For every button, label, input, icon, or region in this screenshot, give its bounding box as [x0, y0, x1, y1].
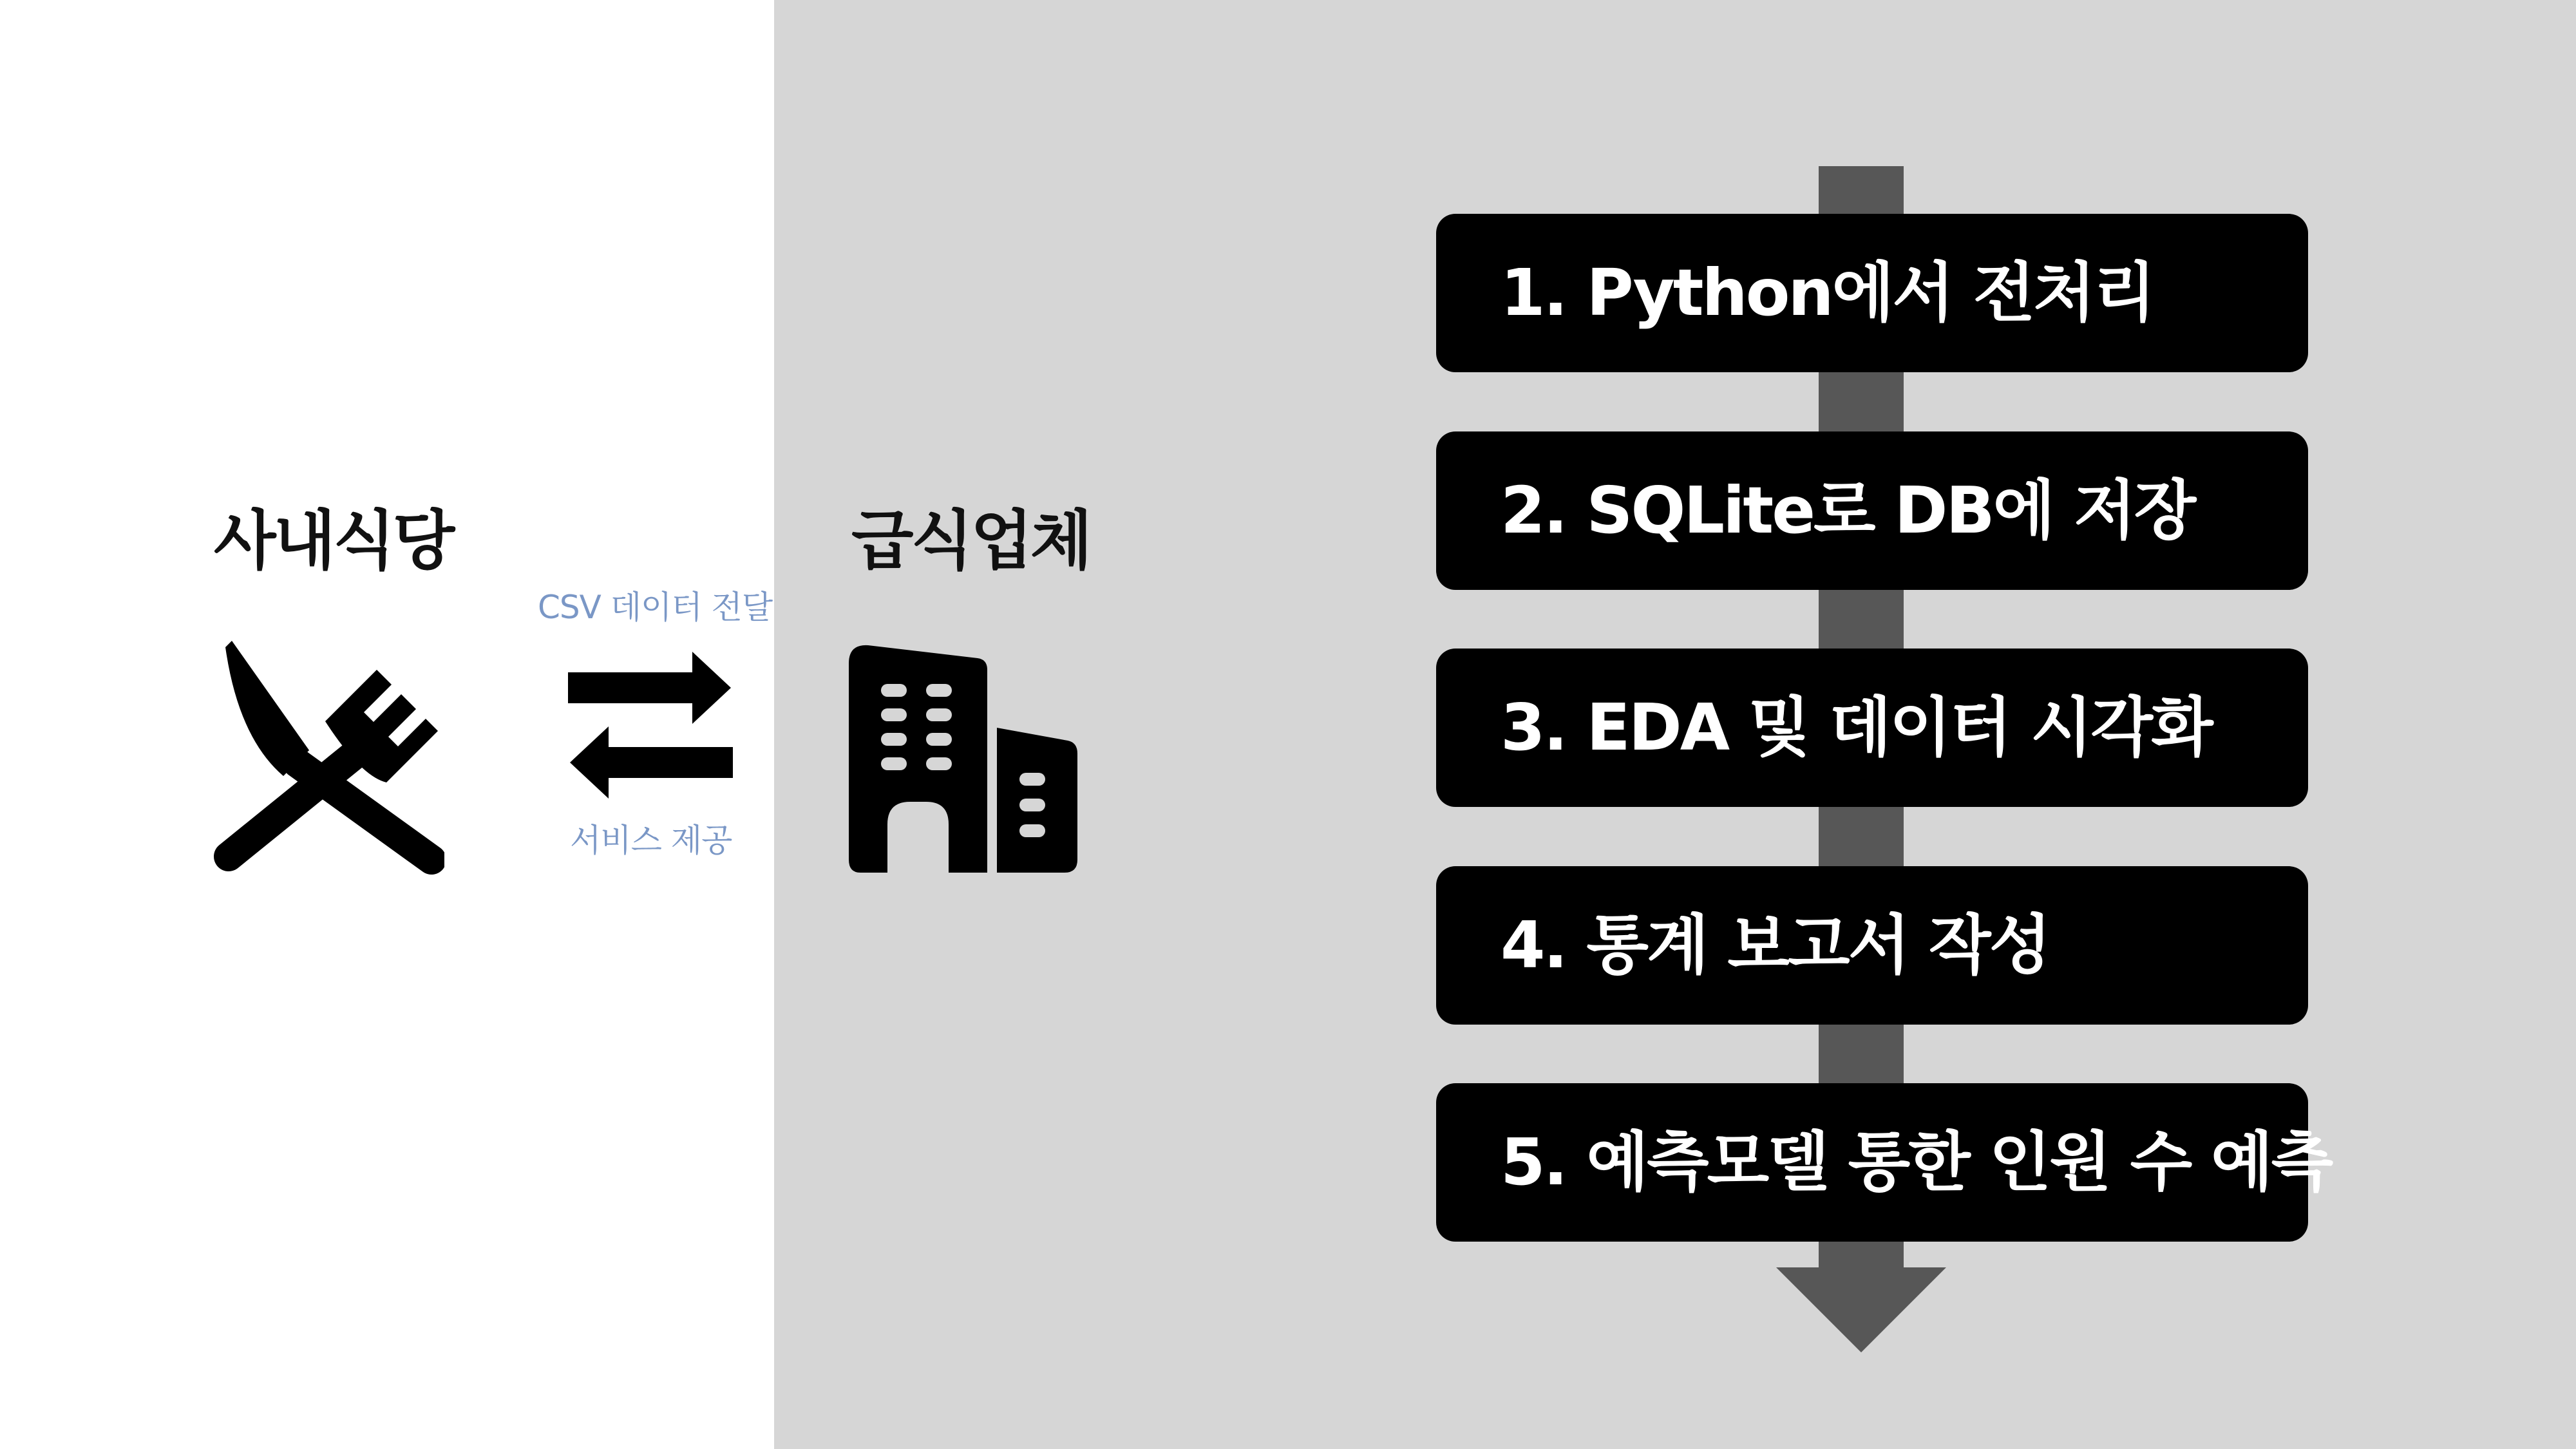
csv-transfer-label: CSV 데이터 전달	[538, 589, 773, 626]
step-5-prediction-model	[1436, 1083, 2332, 1242]
cafeteria-title: 사내식당	[214, 503, 453, 578]
step-3-eda-visualization	[1436, 649, 2308, 807]
fork-knife-icon	[213, 641, 444, 876]
caterer-title: 급식업체	[851, 503, 1090, 578]
service-provide-label: 서비스 제공	[570, 822, 732, 859]
step-4-label: 4. 통계 보고서 작성	[1501, 907, 2050, 983]
step-2-sqlite-storage	[1436, 431, 2308, 590]
building-icon	[849, 644, 1081, 873]
step-1-label: 1. Python에서 전처리	[1501, 255, 2154, 330]
step-3-label: 3. EDA 및 데이터 시각화	[1501, 690, 2211, 765]
step-4-statistics-report	[1436, 866, 2308, 1025]
step-5-label: 5. 예측모델 통한 인원 수 예측	[1501, 1124, 2332, 1200]
step-1-preprocessing	[1436, 214, 2308, 372]
swap-arrows-icon	[567, 652, 734, 800]
step-2-label: 2. SQLite로 DB에 저장	[1501, 473, 2195, 548]
